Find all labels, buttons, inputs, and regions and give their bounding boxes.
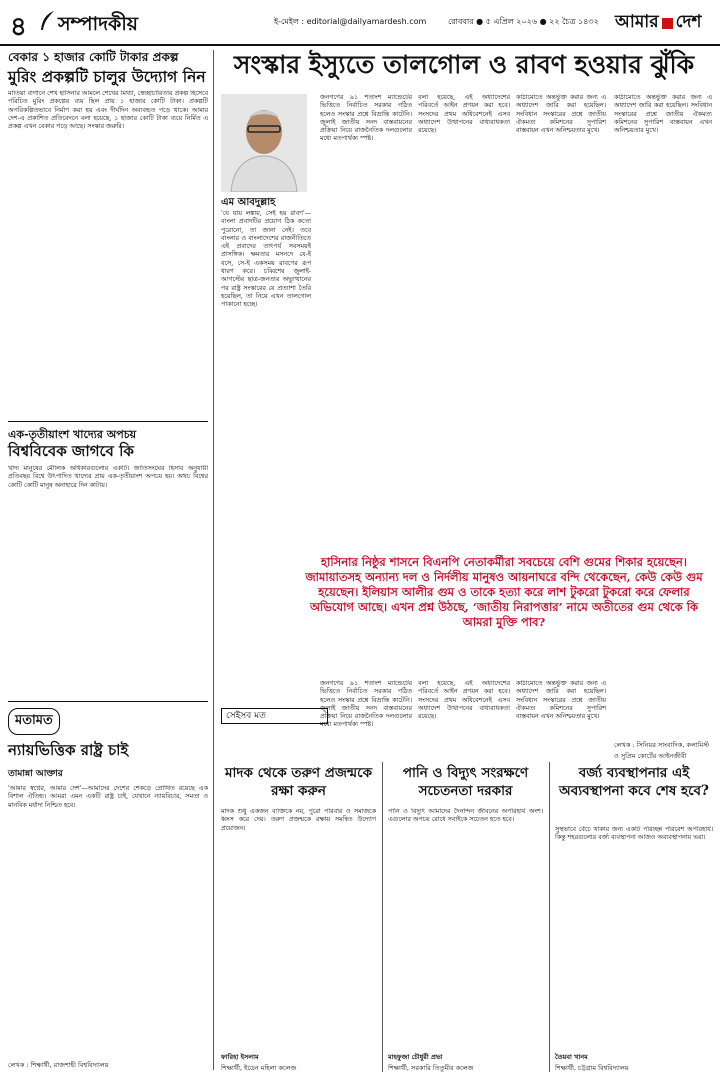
column-separator (382, 762, 383, 1072)
main-col-3-cont: বলা হয়েছে, এই অধ্যাদেশের পরিবর্তে আইন প্রণয়ন করা হবে। সংসদের প্রথম অধিবেশনেই এসব অধ্যাদেশ উত্থাপনের বাধ্যবাধকতা রয়েছে। (418, 680, 510, 721)
divider (8, 421, 208, 422)
letter-2-body: পানি ও বিদ্যুৎ আমাদের দৈনন্দিন জীবনের অপরিহার্য অংশ। এগুলোর অপচয় রোধে সবাইকে সচেতন হতে হবে। (388, 808, 543, 824)
essay-headline: বিশ্ববিবেক জাগবে কি (8, 442, 134, 460)
letter-2-role: শিক্ষার্থী, সরকারি তিতুমীর কলেজ (388, 1064, 474, 1072)
main-footnote: লেখক : সিনিয়র সাংবাদিক, কলামিস্ট ও সুপ্রিম কোর্টের আইনজীবী (614, 741, 710, 760)
author-portrait-icon (221, 94, 307, 192)
quill-icon (38, 10, 56, 32)
letter-1-author: ফারিহা ইসলাম (221, 1053, 259, 1061)
editorial-headline: মুরিং প্রকল্পটি চালুর উদ্যোগ নিন (8, 67, 206, 86)
logo-square-icon (662, 18, 673, 29)
left-column (8, 50, 208, 1060)
letter-3-role: শিক্ষার্থী, চট্টগ্রাম বিশ্ববিদ্যালয় (555, 1064, 629, 1072)
main-col-2: জনগণের ৯১ শতাংশ ম্যান্ডেটের ভিত্তিতে নির্বাচিত সরকার গঠিত হলেও সংস্কার প্রশ্নে বিভ্রান্তি কাটেনি। জুলাই জাতীয় সনদ বাস্তবায়নের প্রক্রিয়া নিয়ে রাজনৈতিক দলগুলোর মধ্যে মতপার্থক্য স্পষ্ট। (320, 94, 412, 143)
letter-1-headline: মাদক থেকে তরুণ প্রজন্মকে রক্ষা করুন (224, 765, 373, 799)
divider (8, 701, 208, 702)
page-header (0, 0, 720, 46)
logo-text-left: আমার (615, 12, 659, 32)
letter-3-author: তৈয়বা খানম (555, 1053, 588, 1061)
letter-1-body: মাদক শুধু একজন ব্যক্তিকে নয়, পুরো পরিবার ও সমাজকে ধ্বংস করে দেয়। তরুণ প্রজন্মকে রক্ষায় সমন্বিত উদ্যোগ প্রয়োজন। (221, 808, 376, 832)
main-col-3: বলা হয়েছে, এই অধ্যাদেশের পরিবর্তে আইন প্রণয়ন করা হবে। সংসদের প্রথম অধিবেশনেই এসব অধ্যাদেশ উত্থাপনের বাধ্যবাধকতা রয়েছে। (418, 94, 510, 135)
opinion-label (8, 708, 208, 735)
masthead-logo (615, 9, 701, 37)
letter-3-headline: বর্জ্য ব্যবস্থাপনার এই অব্যবস্থাপনা কবে শেষ হবে? (559, 765, 709, 799)
letter-1-role: শিক্ষার্থী, ইডেন মহিলা কলেজ (221, 1064, 297, 1072)
main-col-4: কাঠামোতে অন্তর্ভুক্ত করার জন্য এ অধ্যাদেশ জারি করা হয়েছিল। সংবিধান সংস্কারের প্রশ্নে জাতীয় ঐকমত্য কমিশনের সুপারিশ বাস্তবায়ন এখন অনিশ্চয়তার মুখে। (516, 94, 606, 135)
issue-date: রোববার ● ৫ এপ্রিল ২০২৬ ● ২২ চৈত্র ১৪৩২ (448, 17, 599, 26)
opinion-label-text: মতামত (8, 708, 60, 735)
letters-section-label: সেইসব মত (221, 708, 328, 724)
author-photo (221, 94, 307, 192)
main-headline: সংস্কার ইস্যুতে তালগোল ও রাবণ হওয়ার ঝুঁকি (233, 50, 695, 79)
letter-2-headline: পানি ও বিদ্যুৎ সংরক্ষণে সচেতনতা দরকার (402, 765, 529, 799)
main-col-1: 'যে যায় লঙ্কায়, সেই হয় রাবণ'—বাংলা প্রবাদটির প্রয়োগ ঠিক কতো পুরোনো, তা জানা নেই। তবে বাংলার ও বাংলাদেশের রাজনীতিতে এই প্রবাদের তাৎপর্য সবসময়ই প্রাসঙ্গিক। ক্ষমতার মসনদে যে-ই বসে, সে-ই একসময় রাবণের রূপ ধারণ করে। চব্বিশের জুলাই-আগস্টের ছাত্র-জনতার অভ্যুত্থানের পর রাষ্ট্র সংস্কারের যে প্রত্যাশা তৈরি হয়েছিল, তা নিয়ে এখন তালগোল পাকানো হচ্ছে। (221, 210, 311, 309)
opinion-headline: ন্যায়ভিত্তিক রাষ্ট্র চাই (8, 741, 129, 759)
editorial-kicker: বেকার ১ হাজার কোটি টাকার প্রকল্প (8, 50, 179, 64)
editorial-body: মাতিয়া বাগানে শেখ হাসিনার আমলে শেখের মিথ্যা, স্বেচ্ছাচারিতার প্রকল্প হিসেবে পরিচিত মুরিং প্রকল্পের ব্যয় ছিল প্রায় ১ হাজার কোটি টাকা। প্রকল্পটি অপরিকল্পিতভাবে নির্মাণ করা হয় এবং দীর্ঘদিন অব্যবহৃত পড়ে থাকে। আমার দেশ-এ প্রকাশিত প্রতিবেদনে বলা হয়েছে, ১ হাজার কোটি টাকা ব্যয়ে নির্মিত এ প্রকল্প এখন বেকার পড়ে আছে। সংস্কার জরুরি। (8, 90, 208, 131)
editorial-email: ই-মেইল : editorial@dailyamardesh.com (274, 17, 427, 26)
essay-kicker: এক-তৃতীয়াংশ খাদ্যের অপচয় (8, 428, 137, 441)
essay-body: খাদ্য মানুষের মৌলিক অধিকারগুলোর একটি। জাতিসংঘের হিসাব অনুযায়ী প্রতিবছর বিশ্বে উৎপাদিত খাদ্যের প্রায় এক-তৃতীয়াংশ অপচয় হয়। অথচ বিশ্বের কোটি কোটি মানুষ অনাহারে দিন কাটায়। (8, 465, 208, 489)
opinion-author: তামান্না আক্তার (8, 769, 63, 779)
main-author: এম আবদুল্লাহ (221, 197, 276, 208)
page-number: ৪ (10, 12, 27, 42)
main-col-5: কাঠামোতে অন্তর্ভুক্ত করার জন্য এ অধ্যাদেশ জারি করা হয়েছিল। সংবিধান সংস্কারের প্রশ্নে জাতীয় ঐকমত্য কমিশনের সুপারিশ বাস্তবায়ন এখন অনিশ্চয়তার মুখে। (614, 94, 712, 135)
letter-3-body: সুস্থভাবে বেঁচে থাকার জন্য একটি পরিচ্ছন্ন পরিবেশ অপরিহার্য। কিন্তু শহরগুলোর বর্জ্য ব্যবস্থাপনা আজও অব্যবস্থাপনায় ভরা। (555, 826, 713, 842)
logo-text-right: দেশ (675, 12, 702, 32)
opinion-footnote: লেখক : শিক্ষার্থী, রাজশাহী বিশ্ববিদ্যালয় (8, 1061, 109, 1069)
section-title: সম্পাদকীয় (58, 13, 138, 35)
column-separator (213, 50, 214, 1070)
main-col-2-cont: জনগণের ৯১ শতাংশ ম্যান্ডেটের ভিত্তিতে নির্বাচিত সরকার গঠিত হলেও সংস্কার প্রশ্নে বিভ্রান্তি কাটেনি। জুলাই জাতীয় সনদ বাস্তবায়নের প্রক্রিয়া নিয়ে রাজনৈতিক দলগুলোর মধ্যে মতপার্থক্য স্পষ্ট। (320, 680, 412, 729)
main-col-4-cont: কাঠামোতে অন্তর্ভুক্ত করার জন্য এ অধ্যাদেশ জারি করা হয়েছিল। সংবিধান সংস্কারের প্রশ্নে জাতীয় ঐকমত্য কমিশনের সুপারিশ বাস্তবায়ন এখন অনিশ্চয়তার মুখে। (516, 680, 606, 721)
opinion-body: 'আমার স্বপ্নের, আমার দেশ'—আমাদের দেশের শেকড়ে প্রোথিত রয়েছে এক বিশাল ঐতিহ্য। আমরা এমন একটি রাষ্ট্র চাই, যেখানে ন্যায়বিচার, সমতা ও মানবিক মর্যাদা নিশ্চিত হবে। (8, 785, 208, 809)
letter-2-author: মাহফুজা চৌধুরী প্রভা (388, 1053, 443, 1061)
pull-quote: হাসিনার নিষ্ঠুর শাসনে বিএনপি নেতাকর্মীরা সবচেয়ে বেশি গুমের শিকার হয়েছেন। জামায়াতসহ অন্যান্য দল ও নির্দলীয় মানুষও আয়নাঘরে বন্দি থেকেছেন, কেউ কেউ গুম হয়েছেন। ইলিয়াস আলীর গুম ও তাকে হত্যা করে লাশ টুকরো টুকরো করে ফেলার অভিযোগ আছে। এখন প্রশ্ন উঠছে, ‘জাতীয় নিরাপত্তার’ নামে অতীতের গুম থেকে কি আমরা মুক্তি পাব? (305, 555, 703, 629)
column-separator (549, 762, 550, 1072)
